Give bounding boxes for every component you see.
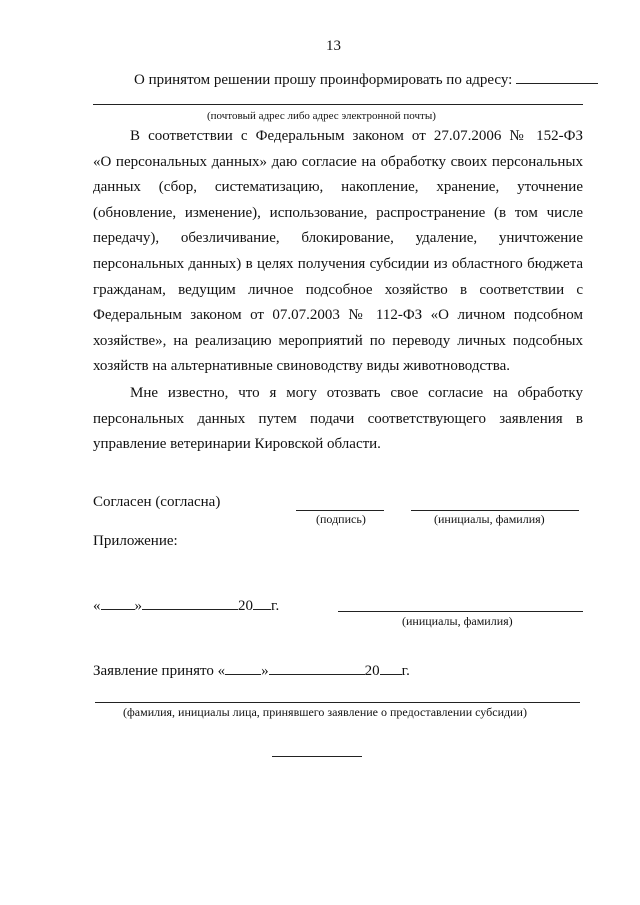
accepted-day-blank[interactable] — [225, 661, 261, 675]
request-line — [134, 70, 598, 89]
initials-line[interactable] — [411, 510, 579, 511]
consent-line: В соответствии с Федеральным законом от 27.07.2006 № 152-ФЗ — [130, 128, 583, 144]
official-caption: (фамилия, инициалы лица, принявшего заявление о предоставлении субсидии) — [123, 705, 527, 719]
address-line[interactable] — [93, 104, 583, 105]
accepted-close-quote: » — [261, 663, 269, 679]
page-number: 13 — [326, 38, 341, 54]
consent-line: персональных данных) в целях получения субсидии из областного бюджета — [93, 255, 583, 272]
request-line-text: О принятом решении прошу проинформировать по адресу: — [134, 72, 517, 88]
signature-caption: (подпись) — [316, 512, 366, 526]
date-open-quote: « — [93, 598, 101, 614]
revoke-line: управление ветеринарии Кировской области. — [93, 436, 381, 453]
consent-line: гражданам, ведущим личное подсобное хозяйство в соответствии с — [93, 281, 583, 298]
initials-caption-2: (инициалы, фамилия) — [402, 614, 513, 628]
consent-line: «О персональных данных» даю согласие на обработку своих персональных — [93, 153, 583, 170]
bottom-line — [272, 756, 362, 757]
consent-line: данных (сбор, систематизацию, накопление, хранение, уточнение — [93, 179, 583, 196]
accepted-label: Заявление принято « — [93, 663, 226, 679]
consent-line: (обновление, изменение), использование, распространение (в том числе — [93, 204, 583, 221]
consent-line: хозяйств на альтернативные свиноводству виды животноводства. — [93, 358, 511, 375]
address-caption: (почтовый адрес либо адрес электронной почты) — [207, 110, 436, 122]
consent-label: Согласен (согласна) — [93, 494, 221, 510]
initials-line-2[interactable] — [338, 611, 583, 612]
revoke-line: персональных данных путем подачи соответствующего заявления в — [93, 410, 583, 427]
consent-line: хозяйстве», на реализацию мероприятий по переводу личных подсобных — [93, 332, 583, 349]
initials-caption: (инициалы, фамилия) — [434, 512, 545, 526]
attachment-label: Приложение: — [93, 533, 178, 549]
accepted-year-suffix: г. — [401, 663, 410, 679]
revoke-paragraph — [93, 381, 583, 458]
consent-line: передачу), обезличивание, блокирование, удаление, уничтожение — [93, 230, 583, 247]
accepted-year-prefix: 20 — [364, 663, 380, 679]
day-blank[interactable] — [101, 596, 135, 610]
official-line[interactable] — [95, 702, 580, 703]
address-blank[interactable] — [516, 70, 598, 84]
consent-paragraph — [93, 124, 583, 380]
date-close-quote: » — [134, 598, 142, 614]
year-blank[interactable] — [253, 596, 271, 610]
date-year-prefix: 20 — [238, 598, 253, 614]
month-blank[interactable] — [142, 596, 238, 610]
accepted-line — [93, 661, 410, 680]
date-line — [93, 596, 279, 615]
accepted-year-blank[interactable] — [380, 661, 402, 675]
revoke-line: Мне известно, что я могу отозвать свое согласие на обработку — [130, 385, 583, 401]
consent-line: Федеральным законом от 07.07.2003 № 112-ФЗ «О личном подсобном — [93, 307, 583, 324]
signature-line[interactable] — [296, 510, 384, 511]
accepted-month-blank[interactable] — [269, 661, 365, 675]
date-year-suffix: г. — [271, 598, 280, 614]
